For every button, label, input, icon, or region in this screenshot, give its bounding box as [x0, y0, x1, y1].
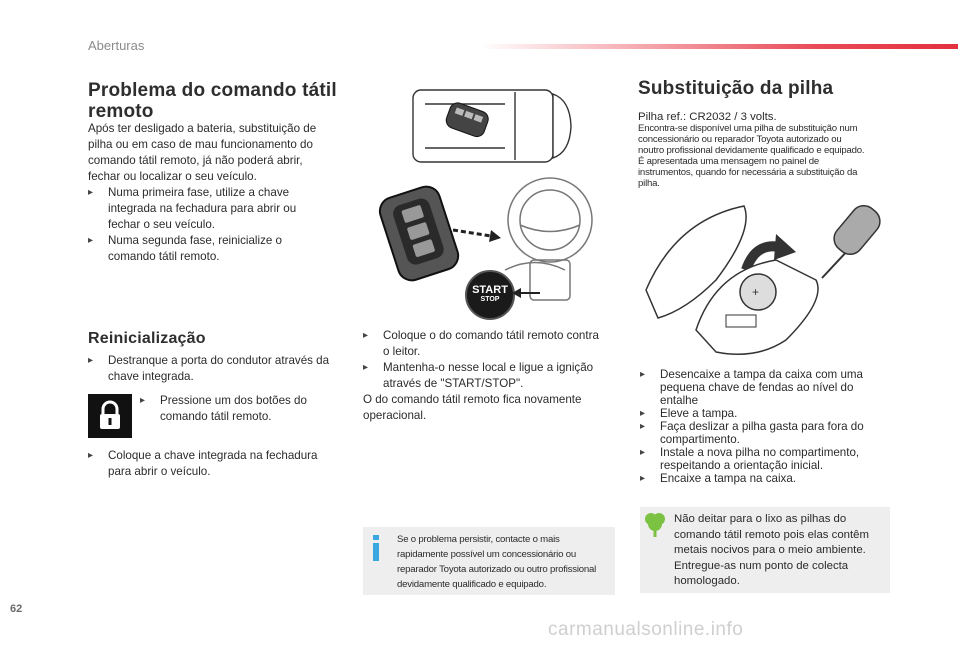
- svg-text:+: +: [752, 285, 760, 299]
- bullet-arrow-icon: ▸: [88, 355, 94, 366]
- list-item: ▸ Coloque a chave integrada na fechadura para abrir o veículo.: [88, 449, 318, 478]
- section-heading-battery: Substituição da pilha: [638, 78, 834, 99]
- battery-note: Encontra-se disponível uma pilha de substituição num concessionário ou reparador Toyota autorizado ou noutro profissional devidamente qualificado e equipado. É apresentada uma mensagem no painel de instrumentos, quando for necessária a substituição da pilha.: [638, 123, 865, 189]
- battery-ref: Pilha ref.: CR2032 / 3 volts.: [638, 111, 777, 123]
- list-item: ▸ Numa segunda fase, reinicialize o comando tátil remoto.: [88, 234, 283, 263]
- list-item: ▸ Instale a nova pilha no compartimento, respeitando a orientação inicial.: [640, 446, 860, 472]
- header-accent-bar: [480, 44, 958, 49]
- bullet-arrow-icon: ▸: [88, 235, 94, 246]
- list-item: ▸ Coloque o do comando tátil remoto contra o leitor.: [363, 329, 599, 358]
- arrow-left-icon: [512, 286, 540, 305]
- left-intro: Após ter desligado a bateria, substituição de pilha ou em caso de mau funcionamento do comando tátil remoto, já não poderá abrir, fechar ou localizar o seu veículo. ▸ Numa primeira fase, utilize a chave integrada na fechadura para abrir ou fechar o seu veículo. ▸ Numa segunda fase, reinicialize o comando tátil remoto.: [88, 121, 350, 265]
- list-item: ▸ Desencaixe a tampa da caixa com uma pequena chave de fendas ao nível do entalhe: [640, 368, 863, 407]
- bullet-arrow-icon: ▸: [640, 408, 646, 419]
- bullet-arrow-icon: ▸: [88, 450, 94, 461]
- list-item: ▸ Mantenha-o nesse local e ligue a ignição através de "START/STOP".: [363, 361, 594, 390]
- start-stop-button-illustration: START STOP: [465, 270, 515, 320]
- bullet-arrow-icon: ▸: [363, 330, 369, 341]
- list-item: ▸ Numa primeira fase, utilize a chave integrada na fechadura para abrir ou fechar o seu veículo.: [88, 186, 297, 231]
- bullet-arrow-icon: ▸: [640, 447, 646, 458]
- list-item: ▸ Destranque a porta do condutor através da chave integrada.: [88, 354, 330, 383]
- bullet-arrow-icon: ▸: [88, 187, 94, 198]
- section-heading-problem: Problema do comando tátil remoto: [88, 80, 337, 122]
- bullet-arrow-icon: ▸: [640, 421, 646, 432]
- watermark: carmanualsonline.info: [548, 619, 744, 640]
- info-icon: [371, 535, 381, 563]
- list-item: ▸ Pressione um dos botões do comando tátil remoto.: [140, 394, 307, 423]
- paragraph: O do comando tátil remoto fica novamente operacional.: [363, 393, 582, 422]
- bullet-arrow-icon: ▸: [140, 395, 146, 406]
- section-heading-reinit: Reinicialização: [88, 330, 206, 347]
- bullet-arrow-icon: ▸: [640, 369, 646, 380]
- tree-icon: [644, 511, 666, 542]
- list-item: ▸ Faça deslizar a pilha gasta para fora do compartimento.: [640, 420, 864, 446]
- eco-box: Não deitar para o lixo as pilhas do comando tátil remoto pois elas contêm metais nocivos para o meio ambiente. Entregue-as num ponto de colecta homologado.: [640, 507, 890, 593]
- bullet-arrow-icon: ▸: [640, 473, 646, 484]
- lock-icon: [88, 394, 132, 438]
- page-number: 62: [10, 603, 23, 615]
- info-box: Se o problema persistir, contacte o mais rapidamente possível um concessionário ou reparador Toyota autorizado ou outro profissional devidamente qualificado e equipado.: [363, 527, 615, 595]
- list-item: ▸ Eleve a tampa.: [640, 407, 738, 420]
- section-title: Aberturas: [88, 38, 145, 53]
- battery-replacement-illustration: [636, 200, 896, 360]
- list-item: ▸ Encaixe a tampa na caixa.: [640, 472, 796, 485]
- bullet-arrow-icon: ▸: [363, 362, 369, 373]
- left-section: [88, 80, 348, 122]
